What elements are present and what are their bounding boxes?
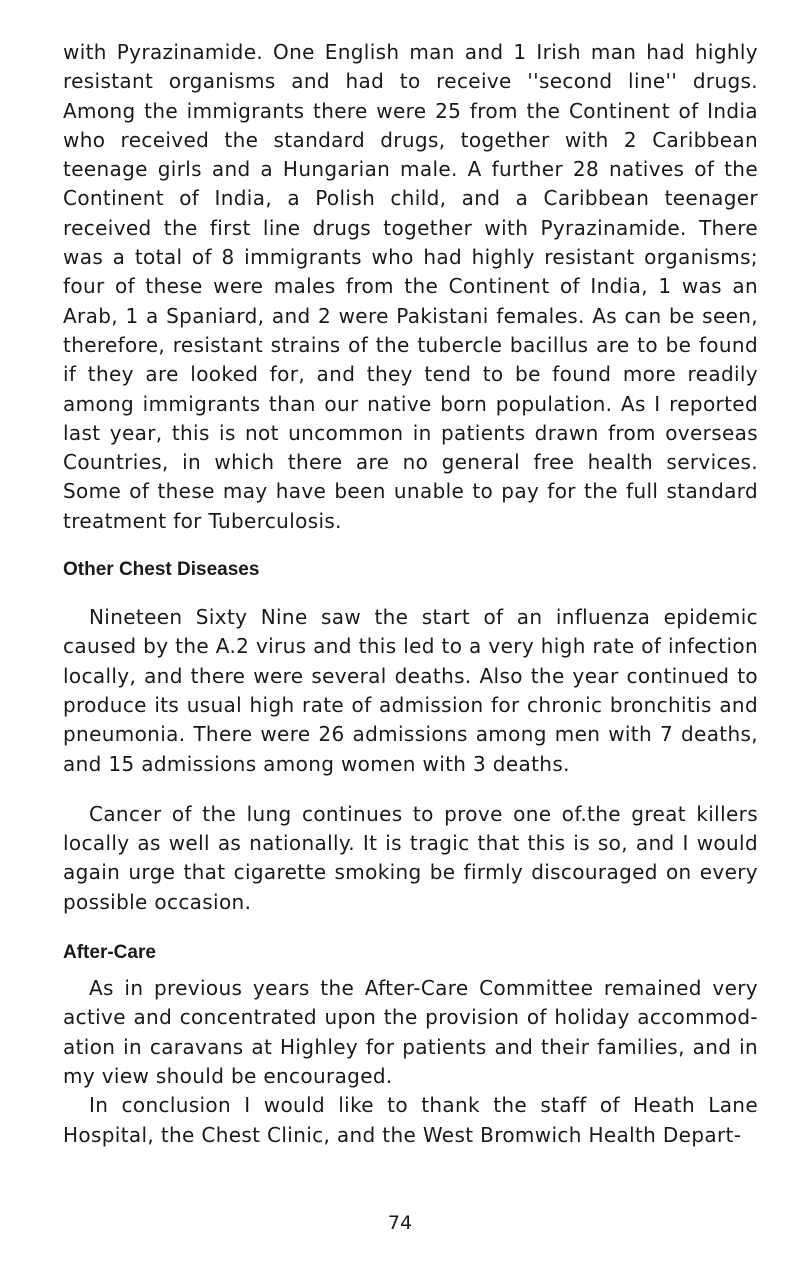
paragraph-after-care-committee: As in previous years the After-Care Committee remained very active and concentrated upon the provision of holiday accommod-ation in caravans at Highley for patients and their families, and in my view should be encouraged.	[63, 976, 758, 1088]
heading-after-care: After-Care	[63, 942, 156, 964]
document-page	[63, 38, 758, 1150]
heading-other-chest-diseases: Other Chest Diseases	[63, 559, 260, 581]
paragraph-influenza-epidemic: Nineteen Sixty Nine saw the start of an influenza epidemic caused by the A.2 virus and this led to a very high rate of infection locally, and there were several deaths. Also the year continued to produce its usual high rate of admission for chronic bronchitis and pneumonia. There were 26 admissions among men with 7 deaths, and 15 admissions among women with 3 deaths.	[63, 605, 758, 776]
paragraph-pyrazinamide-treatment: with Pyrazinamide. One English man and 1 Irish man had highly resistant organisms and had to receive ''second line'' drugs. Among the immigrants there were 25 from the Continent of India who received the standard drugs, together with 2 Caribbean teenage girls and a Hungarian male. A further 28 natives of the Continent of India, a Polish child, and a Caribbean teenager received the first line drugs together with Pyrazinamide. There was a total of 8 immigrants who had highly resistant organisms; four of these were males from the Continent of India, 1 was an Arab, 1 a Spaniard, and 2 were Pakistani females. As can be seen, therefore, resistant strains of the tubercle bacillus are to be found if they are looked for, and they tend to be found more readily among immigrants than our native born population. As I reported last year, this is not uncommon in patients drawn from overseas Countries, in which there are no general free health services. Some of these may have been unable to pay for the full standard treatment for Tuberculosis.	[63, 40, 758, 533]
paragraph-lung-cancer: Cancer of the lung continues to prove one of.the great killers locally as well as nationally. It is tragic that this is so, and I would again urge that cigarette smoking be firmly discouraged on every possible occasion.	[63, 801, 758, 914]
page-number: 74	[387, 1212, 413, 1234]
paragraph-conclusion: In conclusion I would like to thank the staff of Heath Lane Hospital, the Chest Clinic, and the West Bromwich Health Depart-	[63, 1093, 758, 1147]
